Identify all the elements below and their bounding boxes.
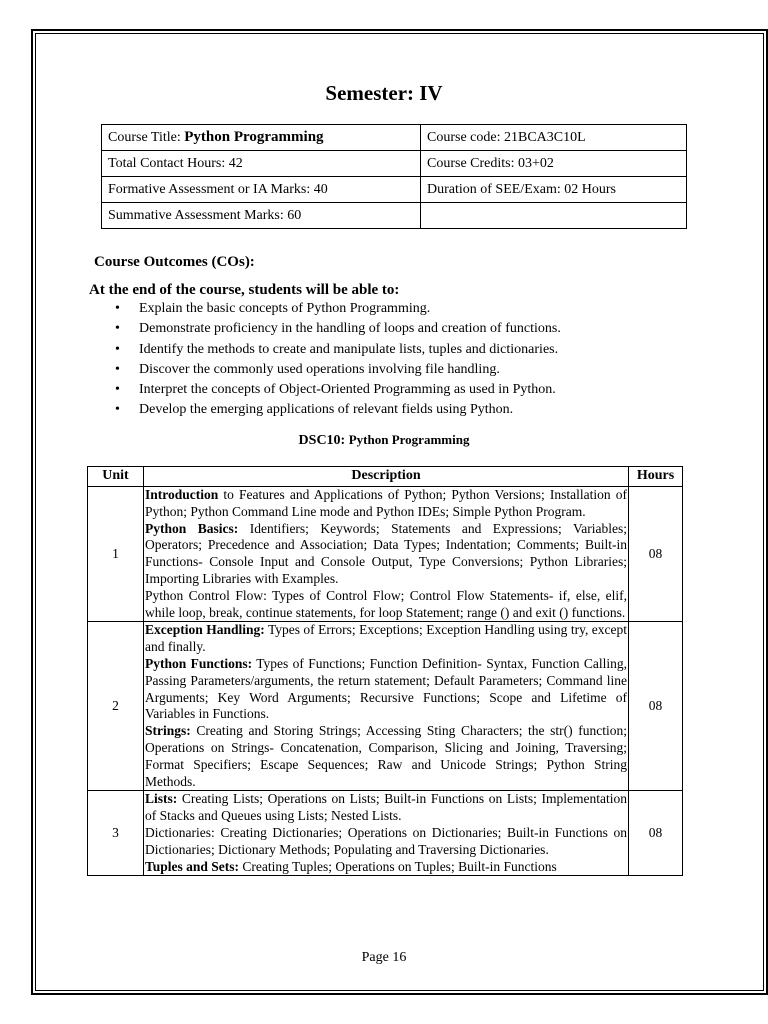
topic-paragraph	[145, 487, 627, 521]
syllabus-table	[87, 466, 683, 876]
topic-paragraph	[145, 723, 627, 790]
bullet-icon: •	[115, 382, 120, 398]
topic-keyword: Tuples and Sets:	[145, 858, 240, 874]
unit-hours: 08	[629, 487, 683, 622]
bullet-icon: •	[115, 301, 120, 316]
course-info-row	[102, 177, 687, 203]
outcome-item	[115, 360, 561, 380]
unit-description	[144, 791, 629, 876]
outcome-text: Demonstrate proficiency in the handling of loops and creation of functions.	[139, 321, 561, 337]
course-title-value: Python Programming	[184, 129, 324, 145]
topic-text: Types of Functions; Function Definition- Syntax, Function Calling, Passing Parameters/arguments, the return statement; Default Parameters; Command line Arguments; Key Word Arguments; Recursive Functions; Scope and Lifetime of Variables in Functions.	[145, 655, 627, 722]
topic-paragraph	[145, 825, 627, 859]
unit-number: 2	[88, 622, 144, 791]
topic-paragraph	[145, 791, 627, 825]
contact-hours-cell: Total Contact Hours: 42	[102, 151, 421, 177]
unit-description	[144, 487, 629, 622]
description-header: Description	[144, 467, 629, 487]
topic-text: Dictionaries: Creating Dictionaries; Operations on Dictionaries; Built-in Functions on Dictionaries; Dictionary Methods; Populating and Traversing Dictionaries.	[145, 824, 627, 857]
dsc-name: Python Programming	[348, 432, 470, 447]
topic-text: Types of Errors; Exceptions; Exception Handling using try, except and finally.	[145, 622, 627, 655]
outcome-item	[115, 299, 561, 319]
topic-text: Creating Tuples; Operations on Tuples; Built-in Functions	[239, 858, 557, 874]
outcomes-intro: At the end of the course, students will be able to:	[89, 282, 400, 298]
semester-title: Semester: IV	[325, 81, 443, 105]
course-title-cell	[102, 125, 421, 151]
topic-text: to Features and Applications of Python; Python Versions; Installation of Python; Python Command Line mode and Python IDEs; Simple Python Program.	[145, 487, 627, 519]
outcomes-list	[115, 299, 561, 421]
topic-keyword: Exception Handling:	[145, 622, 265, 638]
topic-keyword: Python Basics:	[145, 520, 239, 536]
course-info-table	[101, 124, 687, 229]
outcome-item	[115, 319, 561, 339]
syllabus-row	[88, 622, 683, 791]
topic-keyword: Python Functions:	[145, 655, 253, 671]
unit-number: 1	[88, 487, 144, 622]
duration-cell: Duration of SEE/Exam: 02 Hours	[421, 177, 687, 203]
topic-text: Creating and Storing Strings; Accessing Sting Characters; the str() function; Operations on Strings- Concatenation, Comparison, Slicing and Joining, Traversing; Format Specifiers; Escape Sequences; Raw and Unicode Strings; Python String Methods.	[145, 723, 627, 789]
outcome-text: Explain the basic concepts of Python Programming.	[139, 301, 431, 316]
topic-paragraph	[145, 588, 627, 622]
syllabus-row	[88, 791, 683, 876]
unit-hours: 08	[629, 622, 683, 791]
topic-keyword: Lists:	[145, 791, 178, 807]
outcome-item	[115, 380, 561, 400]
outcome-text: Identify the methods to create and manipulate lists, tuples and dictionaries.	[139, 341, 559, 357]
outcome-text: Develop the emerging applications of relevant fields using Python.	[139, 402, 514, 418]
course-title-label: Course Title:	[108, 130, 181, 145]
topic-text: Identifiers; Keywords; Statements and Expressions; Variables; Operators; Precedence and Association; Data Types; Indentation; Comments; Built-in Functions- Console Input and Console Output, Type Conversions; Python Libraries; Importing Libraries with Examples.	[145, 520, 627, 586]
credits-cell: Course Credits: 03+02	[421, 151, 687, 177]
topic-paragraph	[145, 622, 627, 656]
dsc-heading	[0, 432, 768, 449]
hours-header: Hours	[629, 467, 683, 487]
empty-cell	[421, 203, 687, 229]
outcome-item	[115, 400, 561, 420]
topic-paragraph	[145, 521, 627, 588]
bullet-icon: •	[115, 402, 120, 418]
topic-text: Python Control Flow: Types of Control Flow; Control Flow Statements- if, else, elif, while loop, break, continue statements, for loop Statement; range () and exit () functions.	[145, 587, 627, 620]
bullet-icon: •	[115, 361, 120, 377]
topic-text: Creating Lists; Operations on Lists; Built-in Functions on Lists; Implementation of Stacks and Queues using Lists; Nested Lists.	[145, 791, 627, 824]
topic-paragraph	[145, 656, 627, 723]
bullet-icon: •	[115, 321, 120, 337]
course-info-row	[102, 125, 687, 151]
topic-keyword: Strings:	[145, 723, 191, 739]
outcome-text: Interpret the concepts of Object-Oriented Programming as used in Python.	[139, 382, 556, 398]
dsc-code: DSC10:	[298, 433, 346, 448]
syllabus-header-row	[88, 467, 683, 487]
ia-marks-cell: Formative Assessment or IA Marks: 40	[102, 177, 421, 203]
topic-paragraph	[145, 859, 627, 876]
course-info-row	[102, 203, 687, 229]
unit-description	[144, 622, 629, 791]
course-code-cell: Course code: 21BCA3C10L	[421, 125, 687, 151]
unit-number: 3	[88, 791, 144, 876]
outcome-item	[115, 340, 561, 360]
course-info-row	[102, 151, 687, 177]
unit-header: Unit	[88, 467, 144, 487]
syllabus-row	[88, 487, 683, 622]
outcome-text: Discover the commonly used operations involving file handling.	[139, 361, 500, 377]
topic-keyword: Introduction	[145, 487, 219, 502]
summative-marks-cell: Summative Assessment Marks: 60	[102, 203, 421, 229]
unit-hours: 08	[629, 791, 683, 876]
page-number: Page 16	[361, 950, 407, 965]
bullet-icon: •	[115, 341, 120, 357]
course-outcomes-heading: Course Outcomes (COs):	[94, 254, 255, 270]
